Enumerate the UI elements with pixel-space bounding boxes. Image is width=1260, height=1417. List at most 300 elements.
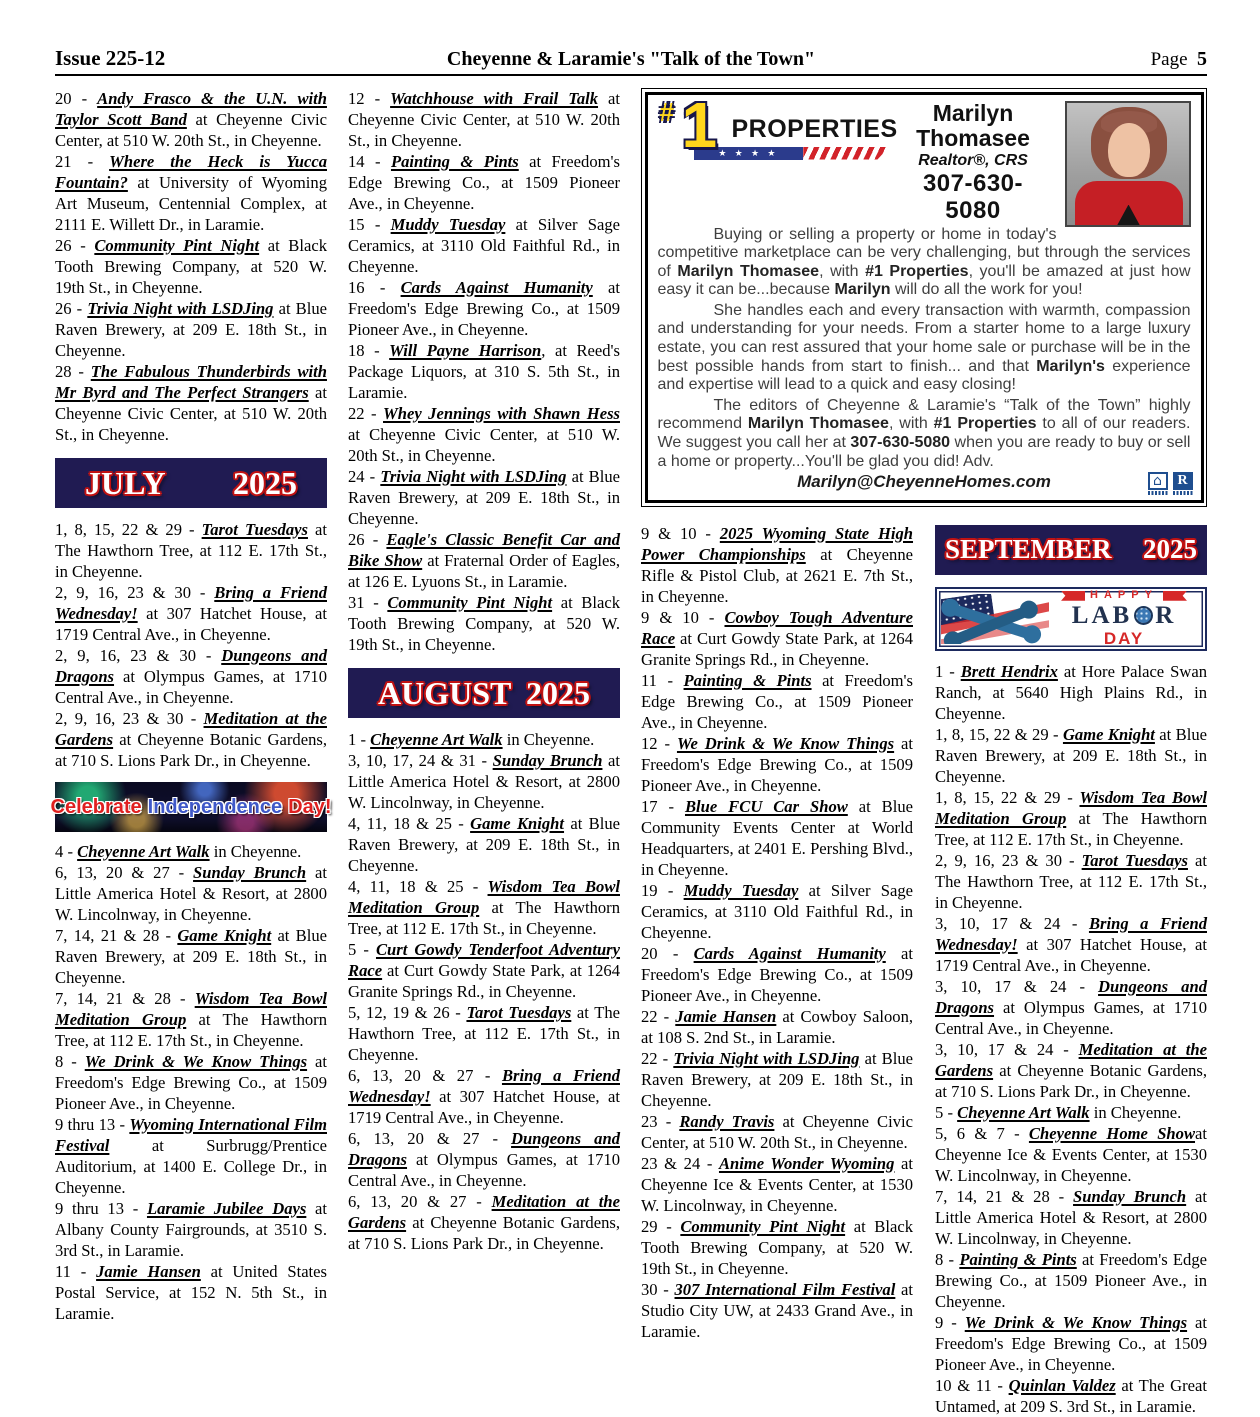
event-dates: 4 - <box>55 842 78 861</box>
banner-word: Celebrate <box>50 795 142 818</box>
event-title: Meditation at the Gardens <box>348 1192 620 1232</box>
event-location: at Blue Raven Brewery, at 209 E. 18th St., in Cheyenne. <box>348 814 620 875</box>
year-label: 2025 <box>526 674 590 711</box>
event-title: Muddy Tuesday <box>390 215 506 234</box>
event-dates: 29 - <box>641 1216 681 1236</box>
event-dates: 6, 13, 20 & 27 - <box>55 863 194 882</box>
event-dates: 20 - <box>641 943 694 963</box>
event-title: Meditation at the Gardens <box>935 1039 1207 1080</box>
column-2 <box>348 88 620 1417</box>
event-dates: 31 - <box>348 593 388 612</box>
event-location: at Blue Raven Brewery, at 209 E. 18th St., in Cheyenne. <box>55 926 328 987</box>
realtor-r-icon <box>1173 472 1193 495</box>
event-title: Sunday Brunch <box>193 863 307 882</box>
event-title: Wyoming International Film Festival <box>55 1115 327 1155</box>
event-entry <box>348 403 620 466</box>
event-dates: 3, 10, 17 & 24 - <box>935 976 1099 996</box>
event-location: at The Hawthorn Tree, at 112 E. 17th St., in Cheyenne. <box>348 1003 620 1064</box>
event-entry <box>348 214 620 277</box>
event-location: at Cheyenne Ice & Events Center, at 1530 W. Lincolnway, in Cheyenne. <box>641 1153 913 1215</box>
event-entry <box>348 939 620 1002</box>
event-dates: 28 - <box>55 362 91 381</box>
page-header <box>55 0 1207 76</box>
month-banner <box>935 525 1207 575</box>
issue-number: Issue 225-12 <box>55 46 166 70</box>
event-entry <box>641 1111 913 1153</box>
event-dates: 21 - <box>55 152 110 171</box>
event-entry <box>935 724 1207 787</box>
event-title: Andy Frasco & the U.N. with Taylor Scott Band <box>55 89 327 129</box>
event-entry <box>935 1039 1207 1102</box>
event-title: Will Payne Harrison <box>389 341 542 360</box>
event-entry <box>348 529 620 592</box>
event-location: at Blue Raven Brewery, at 209 E. 18th St., in Cheyenne. <box>348 467 620 528</box>
event-entry <box>935 1123 1207 1186</box>
event-title: Cowboy Tough Adventure Race <box>641 607 913 648</box>
event-location: at 307 Hatchet House, at 1719 Central Ave., in Cheyenne. <box>348 1087 620 1127</box>
event-entry <box>55 708 327 771</box>
event-location: at Surbrugg/Prentice Auditorium, at 1400 E. College Dr., in Cheyenne. <box>55 1136 327 1197</box>
event-location: at United States Postal Service, at 152 N. 5th St., in Laramie. <box>55 1262 327 1323</box>
realtor-ad-inner <box>645 92 1204 504</box>
event-location: at Black Tooth Brewing Company, at 520 W. 19th St., in Cheyenne. <box>55 236 328 297</box>
event-dates: 11 - <box>55 1262 97 1281</box>
event-location: at Curt Gowdy State Park, at 1264 Granite Springs Rd., in Cheyenne. <box>641 628 913 669</box>
event-dates: 8 - <box>935 1249 960 1269</box>
event-entry <box>55 1114 327 1198</box>
event-dates: 5 - <box>348 940 376 959</box>
event-location: at Cheyenne Civic Center, at 510 W. 20th St., in Cheyenne. <box>55 383 328 444</box>
event-title: We Drink & We Know Things <box>964 1312 1188 1332</box>
event-entry <box>55 1261 327 1324</box>
event-entry <box>935 1249 1207 1312</box>
event-title: Blue FCU Car Show <box>684 796 848 816</box>
event-title: Where the Heck is Yucca Fountain? <box>55 152 327 192</box>
event-dates: 2, 9, 16, 23 & 30 - <box>55 646 222 665</box>
event-title: Bring a Friend Wednesday! <box>55 583 327 623</box>
event-title: Game Knight <box>177 926 272 945</box>
event-dates: 17 - <box>641 796 685 816</box>
event-entry <box>641 1153 913 1216</box>
event-title: Meditation at the Gardens <box>55 709 327 749</box>
event-entry <box>55 298 327 361</box>
flag-stripe-icon <box>694 147 890 160</box>
event-title: 307 International Film Festival <box>674 1279 896 1299</box>
event-entry <box>348 1191 620 1254</box>
event-title: Community Pint Night <box>94 236 260 255</box>
event-title: Painting & Pints <box>390 152 519 171</box>
event-dates: 23 - <box>641 1111 680 1131</box>
event-title: Sunday Brunch <box>492 751 603 770</box>
event-title: Wisdom Tea Bowl Meditation Group <box>55 989 328 1029</box>
event-location: at Freedom's Edge Brewing Co., at 1509 Pioneer Ave., in Cheyenne. <box>55 1052 328 1113</box>
event-title: Eagle's Classic Benefit Car and Bike Show <box>348 530 620 570</box>
event-title: Jamie Hansen <box>675 1006 777 1026</box>
event-entry <box>935 787 1207 850</box>
event-entry <box>348 813 620 876</box>
event-location: at Studio City UW, at 2433 Grand Ave., in Laramie. <box>641 1279 914 1341</box>
event-location: at Freedom's Edge Brewing Co., at 1509 Pioneer Ave., in Cheyenne. <box>641 943 913 1005</box>
event-location: at The Hawthorn Tree, at 112 E. 17th St., in Cheyenne. <box>935 808 1207 849</box>
event-location: at Fraternal Order of Eagles, at 126 E. Lyuons St., in Laramie. <box>348 551 621 591</box>
event-dates: 5, 6 & 7 - <box>935 1123 1029 1143</box>
content-area <box>0 76 1260 1417</box>
event-dates: 1 - <box>935 661 961 681</box>
event-entry <box>641 733 913 796</box>
event-entry <box>641 523 913 607</box>
logo-wordmark: PROPERTIES <box>731 114 898 143</box>
event-entry <box>55 862 327 925</box>
ad-paragraph: Buying or selling a property or home in today's competitive marketplace can be very challenging, but through the services of Marilyn Thomasee, with #1 Properties, you'll be amazed at just how easy it can be...because Marilyn will do all the work for you! <box>657 225 1191 299</box>
event-location: at Cowboy Saloon, at 108 S. 2nd St., in Laramie. <box>641 1006 914 1047</box>
page-number-value: 5 <box>1197 48 1207 70</box>
event-location: at Silver Sage Ceramics, at 3110 Old Faithful Rd., in Cheyenne. <box>348 215 620 276</box>
event-entry <box>55 582 327 645</box>
event-title: The Fabulous Thunderbirds with Mr Byrd and The Perfect Strangers <box>55 362 327 402</box>
event-entry <box>935 850 1207 913</box>
event-dates: 26 - <box>55 299 88 318</box>
event-dates: 23 & 24 - <box>641 1153 719 1173</box>
event-dates: 1, 8, 15, 22 & 29 - <box>935 787 1080 807</box>
event-dates: 16 - <box>348 278 401 297</box>
event-title: Tarot Tuesdays <box>466 1003 572 1022</box>
event-entry <box>348 1065 620 1128</box>
event-title: Brett Hendrix <box>960 661 1058 681</box>
realtor-name: Marilyn Thomasee <box>916 99 1030 151</box>
event-dates: 3, 10, 17 & 24 - <box>935 1039 1079 1059</box>
event-entry <box>641 943 913 1006</box>
event-location: at Freedom's Edge Brewing Co., at 1509 Pioneer Ave., in Cheyenne. <box>348 278 620 339</box>
event-title: Cheyenne Art Walk <box>957 1102 1090 1122</box>
event-title: 2025 Wyoming State High Power Championships <box>641 523 914 564</box>
event-location: at The Great Untamed, at 209 S. 3rd St., in Laramie. <box>935 1375 1207 1416</box>
event-entry <box>55 988 327 1051</box>
labor-day-banner <box>935 587 1207 651</box>
event-dates: 10 & 11 - <box>935 1375 1009 1395</box>
event-entry <box>348 466 620 529</box>
month-label: SEPTEMBER <box>945 534 1112 565</box>
event-dates: 8 - <box>55 1052 85 1071</box>
event-dates: 22 - <box>641 1006 676 1026</box>
event-title: Jamie Hansen <box>96 1262 201 1281</box>
event-location: at Freedom's Edge Brewing Co., at 1509 Pioneer Ave., in Cheyenne. <box>641 670 913 732</box>
event-dates: 9 thru 13 - <box>55 1115 130 1134</box>
event-entry <box>348 1128 620 1191</box>
event-location: at Cheyenne Civic Center, at 510 W. 20th St., in Cheyenne. <box>348 89 620 150</box>
event-title: Laramie Jubilee Days <box>146 1199 307 1218</box>
event-location: at Freedom's Edge Brewing Co., at 1509 Pioneer Ave., in Cheyenne. <box>348 152 620 213</box>
event-title: Sunday Brunch <box>1073 1186 1187 1206</box>
event-dates: 18 - <box>348 341 390 360</box>
event-dates: 22 - <box>348 404 384 423</box>
event-location: at Freedom's Edge Brewing Co., at 1509 Pioneer Ave., in Cheyenne. <box>641 733 913 795</box>
event-title: Randy Travis <box>679 1111 775 1131</box>
event-entry <box>348 88 620 151</box>
column-4 <box>935 523 1207 1417</box>
event-dates: 5, 12, 19 & 26 - <box>348 1003 467 1022</box>
event-location: at Cheyenne Civic Center, at 510 W. 20th St., in Cheyenne. <box>55 110 327 150</box>
event-dates: 9 & 10 - <box>641 607 725 627</box>
event-dates: 5 - <box>935 1102 958 1122</box>
event-dates: 7, 14, 21 & 28 - <box>55 926 178 945</box>
page-title: Cheyenne & Laramie's "Talk of the Town" <box>446 48 816 70</box>
event-dates: 6, 13, 20 & 27 - <box>348 1129 512 1148</box>
event-entry <box>55 645 327 708</box>
column-3 <box>641 523 913 1417</box>
event-title: Whey Jennings with Shawn Hess <box>383 404 620 423</box>
ad-paragraph: She handles each and every transaction with warmth, compassion and understanding for your needs. From a starter home to a large luxury estate, you can rest assured that your home sale or purchase will be in the best possible hands from start to finish... and that Marilyn's experience and expertise will lead to a quick and easy closing! <box>657 301 1191 394</box>
event-entry <box>935 1102 1207 1123</box>
event-title: Community Pint Night <box>680 1216 846 1236</box>
event-title: Tarot Tuesdays <box>201 520 308 539</box>
ad-body <box>658 226 1191 472</box>
event-dates: 30 - <box>641 1279 675 1299</box>
event-title: Watchhouse with Frail Talk <box>390 89 599 108</box>
event-dates: 2, 9, 16, 23 & 30 - <box>55 583 215 602</box>
event-entry <box>55 151 327 235</box>
event-location: in Cheyenne. <box>502 730 595 749</box>
event-location: at University of Wyoming Art Museum, Centennial Complex, at 2111 E. Willett Dr., in Laramie. <box>55 173 327 234</box>
event-entry <box>55 519 327 582</box>
event-location: at Black Tooth Brewing Company, at 520 W. 19th St., in Cheyenne. <box>348 593 621 654</box>
banner-word: Independence <box>147 795 283 818</box>
event-dates: 6, 13, 20 & 27 - <box>348 1192 492 1211</box>
ad-footer-icons <box>1148 472 1193 495</box>
event-dates: 12 - <box>641 733 677 753</box>
event-entry <box>641 880 913 943</box>
event-location: at 307 Hatchet House, at 1719 Central Ave., in Cheyenne. <box>935 934 1207 975</box>
event-location: at Cheyenne Civic Center, at 510 W. 20th St., in Cheyenne. <box>641 1111 913 1152</box>
event-location: at Cheyenne Civic Center, at 510 W. 20th St., in Cheyenne. <box>348 425 620 465</box>
event-dates: 9 - <box>935 1312 965 1332</box>
event-entry <box>641 607 913 670</box>
event-entry <box>55 1051 327 1114</box>
event-entry <box>641 1048 913 1111</box>
flag-stripes-icon <box>803 147 889 160</box>
event-location: in Cheyenne. <box>209 842 302 861</box>
realtor-credentials: Realtor®, CRS <box>918 151 1028 169</box>
event-location: at Little America Hotel & Resort, at 2800 W. Lincolnway, in Cheyenne. <box>348 751 621 812</box>
realtor-ad <box>641 88 1207 507</box>
event-dates: 20 - <box>55 89 98 108</box>
year-label: 2025 <box>1143 534 1197 565</box>
event-title: Dungeons and Dragons <box>348 1129 620 1169</box>
event-dates: 14 - <box>348 152 391 171</box>
independence-day-banner <box>50 782 332 832</box>
event-title: Wisdom Tea Bowl Meditation Group <box>935 787 1208 828</box>
event-entry <box>641 670 913 733</box>
realtor-info <box>896 101 1051 224</box>
event-location: at Blue Community Events Center at World Headquarters, at 2401 E. Pershing Blvd., in Cheyenne. <box>641 796 913 879</box>
event-entry <box>641 1006 913 1048</box>
logo-hash-symbol: # <box>659 96 674 127</box>
photo-face-shape <box>1108 123 1150 177</box>
event-entry <box>348 729 620 750</box>
event-entry <box>55 235 327 298</box>
event-entry <box>348 876 620 939</box>
event-dates: 7, 14, 21 & 28 - <box>935 1186 1074 1206</box>
right-columns <box>641 523 1207 1417</box>
equal-housing-icon <box>1148 472 1168 495</box>
event-entry <box>348 1002 620 1065</box>
event-location: at Olympus Games, at 1710 Central Ave., in Cheyenne. <box>55 667 327 707</box>
event-dates: 11 - <box>641 670 684 690</box>
event-title: Cheyenne Art Walk <box>77 842 210 861</box>
labor-day-text <box>1049 589 1199 649</box>
event-location: at Cheyenne Botanic Gardens, at 710 S. Lions Park Dr., in Cheyenne. <box>348 1213 620 1253</box>
event-title: Game Knight <box>1062 724 1155 744</box>
event-title: Cheyenne Home Show <box>1028 1123 1196 1143</box>
event-dates: 19 - <box>641 880 684 900</box>
event-title: Bring a Friend Wednesday! <box>348 1066 620 1106</box>
event-location: at The Hawthorn Tree, at 112 E. 17th St., in Cheyenne. <box>55 1010 327 1050</box>
event-title: Painting & Pints <box>683 670 812 690</box>
ad-paragraph: The editors of Cheyenne & Laramie's “Talk of the Town” highly recommend Marilyn Thomasee, with #1 Properties to all of our readers. We suggest you call her at 307-630-5080 when you are ready to buy or sell a home or property...You'll be glad you did! Adv. <box>657 396 1191 470</box>
event-entry <box>641 1279 913 1342</box>
event-title: Tarot Tuesdays <box>1081 850 1188 870</box>
event-entry <box>55 1198 327 1261</box>
event-location: at 307 Hatchet House, at 1719 Central Ave., in Cheyenne. <box>55 604 327 644</box>
event-dates: 7, 14, 21 & 28 - <box>55 989 195 1008</box>
event-dates: 6, 13, 20 & 27 - <box>348 1066 502 1085</box>
event-entry <box>348 340 620 403</box>
event-entry <box>935 1375 1207 1417</box>
event-location: at Albany County Fairgrounds, at 3510 S. 3rd St., in Laramie. <box>55 1199 328 1260</box>
event-dates: 12 - <box>348 89 391 108</box>
event-location: at Blue Raven Brewery, at 209 E. 18th St., in Cheyenne. <box>641 1048 913 1110</box>
event-entry <box>935 1312 1207 1375</box>
event-entry <box>935 913 1207 976</box>
event-title: Trivia Night with LSDJing <box>87 299 274 318</box>
event-entry <box>348 277 620 340</box>
event-location: at Curt Gowdy State Park, at 1264 Granite Springs Rd., in Cheyenne. <box>348 961 620 1001</box>
event-title: Community Pint Night <box>387 593 553 612</box>
banner-word: Day! <box>288 795 332 818</box>
event-title: Wisdom Tea Bowl Meditation Group <box>348 877 620 917</box>
event-dates: 24 - <box>348 467 381 486</box>
page-number <box>1151 48 1207 71</box>
event-entry <box>348 151 620 214</box>
event-location: at Little America Hotel & Resort, at 2800 W. Lincolnway, in Cheyenne. <box>55 863 328 924</box>
day-label: DAY <box>1103 629 1145 649</box>
event-dates: 9 & 10 - <box>641 523 720 543</box>
event-dates: 3, 10, 17, 24 & 31 - <box>348 751 493 770</box>
month-label: JULY <box>85 464 166 501</box>
event-title: Painting & Pints <box>959 1249 1077 1269</box>
flag-icon <box>1061 591 1085 601</box>
event-dates: 26 - <box>55 236 95 255</box>
event-location: at Black Tooth Brewing Company, at 520 W. 19th St., in Cheyenne. <box>641 1216 914 1278</box>
event-dates: 15 - <box>348 215 391 234</box>
event-title: We Drink & We Know Things <box>676 733 895 753</box>
page-label: Page <box>1150 49 1188 70</box>
year-label: 2025 <box>233 464 297 501</box>
event-location: at Cheyenne Ice & Events Center, at 1530 W. Lincolnway, in Cheyenne. <box>935 1123 1207 1185</box>
event-dates: 22 - <box>641 1048 674 1068</box>
realtor-photo <box>1065 101 1191 227</box>
event-location: , at Reed's Package Liquors, at 310 S. 5th St., in Laramie. <box>348 341 621 402</box>
event-title: Curt Gowdy Tenderfoot Adventury Race <box>348 940 621 980</box>
flag-stars-icon: ★ ★ ★ ★ <box>694 147 804 160</box>
event-location: at Cheyenne Botanic Gardens, at 710 S. Lions Park Dr., in Cheyenne. <box>935 1060 1207 1101</box>
event-entry <box>348 592 620 655</box>
event-location: at Hore Palace Swan Ranch, at 5640 High Plains Rd., in Cheyenne. <box>935 661 1207 723</box>
event-location: at Freedom's Edge Brewing Co., at 1509 Pioneer Ave., in Cheyenne. <box>935 1249 1207 1311</box>
event-location: at Cheyenne Botanic Gardens, at 710 S. Lions Park Dr., in Cheyenne. <box>55 730 327 770</box>
event-entry <box>935 661 1207 724</box>
crossed-wrenches-icon <box>941 594 1049 644</box>
event-entry <box>935 1186 1207 1249</box>
event-title: Cheyenne Art Walk <box>370 730 503 749</box>
event-title: Anime Wonder Wyoming <box>718 1153 895 1173</box>
month-banner <box>348 668 620 718</box>
realtor-email: Marilyn@CheyenneHomes.com <box>797 472 1051 492</box>
event-entry <box>641 796 913 880</box>
event-title: Bring a Friend Wednesday! <box>935 913 1207 954</box>
event-dates: 1, 8, 15, 22 & 29 - <box>55 520 202 539</box>
event-title: Cards Against Humanity <box>693 943 886 963</box>
event-entry <box>935 976 1207 1039</box>
event-location: at Blue Raven Brewery, at 209 E. 18th St., in Cheyenne. <box>55 299 327 360</box>
right-section <box>641 88 1207 1417</box>
event-location: at Olympus Games, at 1710 Central Ave., in Cheyenne. <box>935 997 1207 1038</box>
event-dates: 9 thru 13 - <box>55 1199 147 1218</box>
event-title: We Drink & We Know Things <box>84 1052 308 1071</box>
happy-label: HAPPY <box>1090 589 1158 602</box>
event-entry <box>55 841 327 862</box>
event-location: at The Hawthorn Tree, at 112 E. 17th St., in Cheyenne. <box>348 898 620 938</box>
event-entry <box>55 88 327 151</box>
event-location: at Freedom's Edge Brewing Co., at 1509 Pioneer Ave., in Cheyenne. <box>935 1312 1208 1374</box>
globe-icon <box>1134 606 1153 625</box>
event-title: Dungeons and Dragons <box>935 976 1207 1017</box>
event-title: Trivia Night with LSDJing <box>380 467 567 486</box>
number-one-properties-logo <box>658 91 898 167</box>
flag-icon <box>1163 591 1187 601</box>
event-location: in Cheyenne. <box>1089 1102 1182 1122</box>
event-title: Cards Against Humanity <box>400 278 593 297</box>
event-title: Muddy Tuesday <box>683 880 799 900</box>
event-location: at Little America Hotel & Resort, at 2800 W. Lincolnway, in Cheyenne. <box>935 1186 1208 1248</box>
event-dates: 4, 11, 18 & 25 - <box>348 877 488 896</box>
event-title: Trivia Night with LSDJing <box>673 1048 860 1068</box>
month-banner <box>55 458 327 508</box>
event-entry <box>55 925 327 988</box>
realtor-phone: 307-630-5080 <box>922 169 1024 224</box>
month-label: AUGUST <box>378 674 512 711</box>
event-dates: 2, 9, 16, 23 & 30 - <box>935 850 1082 870</box>
event-dates: 1 - <box>348 730 371 749</box>
event-dates: 3, 10, 17 & 24 - <box>935 913 1089 933</box>
event-title: Game Knight <box>470 814 565 833</box>
event-dates: 4, 11, 18 & 25 - <box>348 814 471 833</box>
event-entry <box>348 750 620 813</box>
event-entry <box>55 361 327 445</box>
event-entry <box>641 1216 913 1279</box>
labor-label: L A B R <box>1071 602 1177 630</box>
event-location: at Olympus Games, at 1710 Central Ave., in Cheyenne. <box>348 1150 620 1190</box>
event-title: Dungeons and Dragons <box>55 646 327 686</box>
event-location: at The Hawthorn Tree, at 112 E. 17th St., in Cheyenne. <box>55 520 327 581</box>
event-dates: 26 - <box>348 530 387 549</box>
event-dates: 1, 8, 15, 22 & 29 - <box>935 724 1063 744</box>
event-location: at The Hawthorn Tree, at 112 E. 17th St., in Cheyenne. <box>935 850 1207 912</box>
logo-number-one: 1 <box>681 91 718 161</box>
event-location: at Cheyenne Rifle & Pistol Club, at 2621 E. 7th St., in Cheyenne. <box>641 544 913 606</box>
event-location: at Blue Raven Brewery, at 209 E. 18th St., in Cheyenne. <box>935 724 1207 786</box>
event-title: Quinlan Valdez <box>1008 1375 1116 1395</box>
event-dates: 2, 9, 16, 23 & 30 - <box>55 709 204 728</box>
